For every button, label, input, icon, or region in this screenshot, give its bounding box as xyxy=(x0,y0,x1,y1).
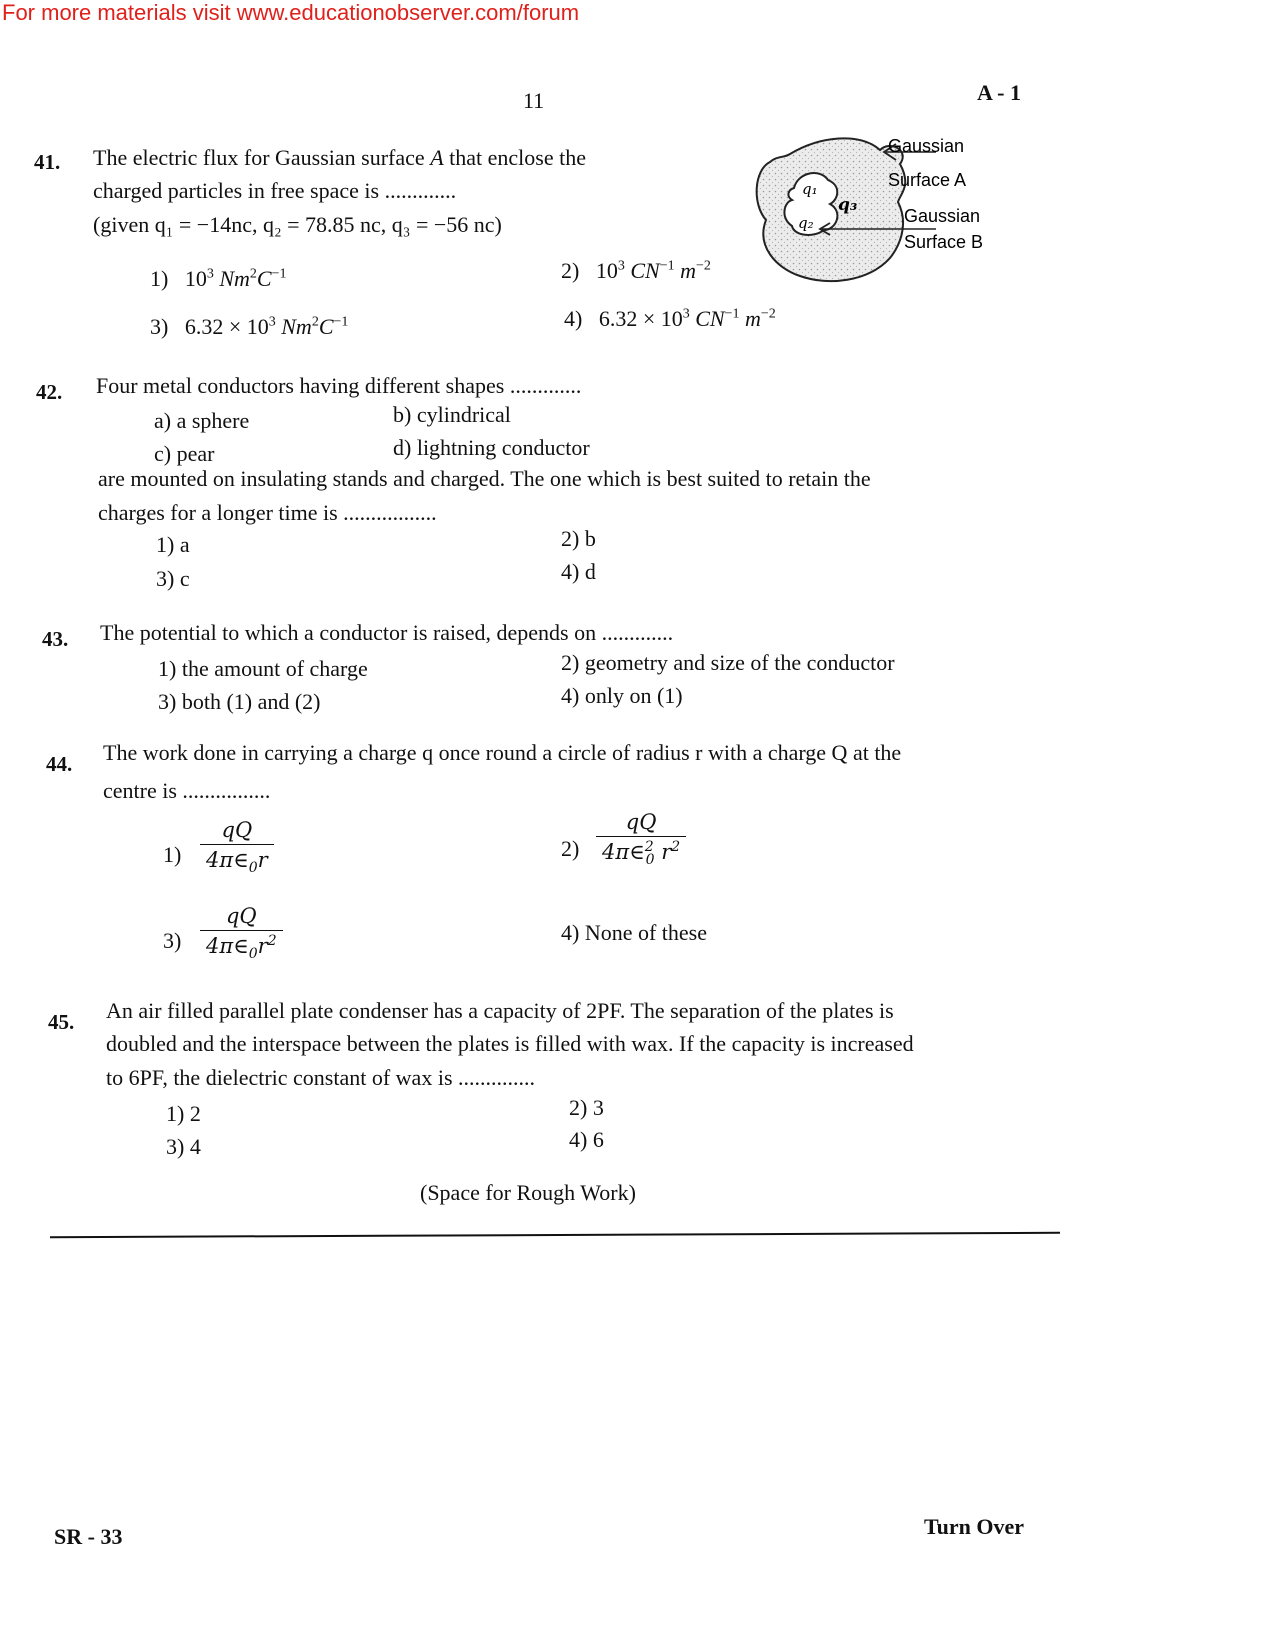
option-1[interactable]: 1) 2 xyxy=(166,1101,201,1126)
shape-d: d) lightning conductor xyxy=(393,435,590,460)
shape-c: c) pear xyxy=(154,441,215,466)
charge-q2-label: q₂ xyxy=(798,214,814,232)
option-4[interactable]: 4) 6 xyxy=(569,1127,604,1152)
label-gaussian-a-2: Surface A xyxy=(888,170,967,190)
question-number: 45. xyxy=(48,1010,75,1034)
fraction xyxy=(200,904,283,963)
gaussian-surface-diagram xyxy=(750,130,1040,290)
label-gaussian-b-2: Surface B xyxy=(904,232,984,252)
option-2[interactable]: 2) $10^3$ $CN^{-1}$ $m^{-2}$ xyxy=(561,258,711,283)
option-4[interactable]: 4) only on (1) xyxy=(561,683,683,708)
turn-over-label: Turn Over xyxy=(924,1514,1025,1539)
question-stem-line xyxy=(93,145,586,171)
given-values: (given q₁ = −14nc, q₂ = 78.85 nc, q₃ = −56 nc) xyxy=(93,212,502,237)
option-3[interactable] xyxy=(200,904,283,963)
fraction xyxy=(200,818,274,877)
question-number: 42. xyxy=(36,380,63,404)
option-1[interactable]: 1) $10^3$ $Nm^2C^{-1}$ xyxy=(150,266,287,291)
question-number: 41. xyxy=(34,150,61,174)
charge-q1-label: q₁ xyxy=(802,180,818,198)
option-4[interactable]: 4) d xyxy=(561,559,596,584)
option-4[interactable]: 4) $6.32 \times 10^3$ $CN^{-1}$ $m^{-2}$ xyxy=(564,306,776,331)
question-stem-line: charged particles in free space is ............. xyxy=(93,178,457,203)
question-number: 43. xyxy=(42,627,69,651)
stem-variable: A xyxy=(430,145,444,170)
option-2[interactable]: 2) 3 xyxy=(569,1095,604,1120)
option-3-label: 3) xyxy=(163,928,182,953)
question-stem-line: charges for a longer time is ................. xyxy=(98,500,437,525)
question-stem-line: centre is ................ xyxy=(103,778,271,803)
question-stem-line: doubled and the interspace between the plates is filled with wax. If the capacity is increased xyxy=(106,1031,914,1056)
stem-text: that enclose the xyxy=(443,145,586,170)
option-1[interactable] xyxy=(200,818,274,877)
option-label: 2) xyxy=(561,258,580,283)
footer-code: SR - 33 xyxy=(54,1524,123,1549)
option-3[interactable]: 3) 4 xyxy=(166,1134,201,1159)
option-3[interactable]: 3) $6.32 \times 10^3$ $Nm^2C^{-1}$ xyxy=(150,314,349,339)
option-1[interactable]: 1) the amount of charge xyxy=(158,656,368,681)
label-gaussian-b-1: Gaussian xyxy=(904,206,981,226)
charge-q3-label: q₃ xyxy=(838,195,858,215)
question-stem-line: The potential to which a conductor is raised, depends on ............. xyxy=(100,620,674,645)
rough-work-label: (Space for Rough Work) xyxy=(420,1180,636,1205)
fraction-numerator: qQ xyxy=(596,810,686,837)
option-2[interactable]: 2) b xyxy=(561,526,596,551)
option-label: 3) xyxy=(150,314,169,339)
question-stem-line: are mounted on insulating stands and charged. The one which is best suited to retain the xyxy=(98,466,871,491)
option-label: 1) xyxy=(150,266,169,291)
fraction-denominator: $4\pi\in_0r$ xyxy=(206,848,268,877)
option-1-label: 1) xyxy=(163,842,182,867)
option-2-label: 2) xyxy=(561,836,580,861)
rough-work-divider xyxy=(50,1232,1060,1238)
option-1[interactable]: 1) a xyxy=(156,532,190,557)
option-label: 4) xyxy=(564,306,583,331)
question-stem-line: The work done in carrying a charge q once round a circle of radius r with a charge Q at the xyxy=(103,740,902,765)
fraction-numerator: qQ xyxy=(200,818,274,845)
option-2[interactable]: 2) geometry and size of the conductor xyxy=(561,650,895,675)
option-4[interactable]: 4) None of these xyxy=(561,920,708,945)
label-gaussian-a-1: Gaussian xyxy=(888,136,965,156)
option-3[interactable]: 3) c xyxy=(156,566,190,591)
stem-text: The electric flux for Gaussian surface xyxy=(93,145,431,170)
shape-b: b) cylindrical xyxy=(393,402,511,427)
option-2[interactable] xyxy=(596,810,686,869)
paper-code: A - 1 xyxy=(977,80,1021,105)
question-stem-line: Four metal conductors having different shapes ............. xyxy=(96,373,582,398)
fraction-numerator: qQ xyxy=(200,904,283,931)
shape-a: a) a sphere xyxy=(154,408,250,433)
option-3[interactable]: 3) both (1) and (2) xyxy=(158,689,321,714)
fraction xyxy=(596,810,686,869)
fraction-denominator: 4π∈$^2_0$ $r^2$ xyxy=(602,839,681,869)
watermark-link[interactable]: For more materials visit www.educationobserver.com/forum xyxy=(2,0,580,25)
question-number: 44. xyxy=(46,752,73,776)
page-number: 11 xyxy=(523,88,545,113)
question-stem-line: to 6PF, the dielectric constant of wax is .............. xyxy=(106,1065,535,1090)
question-stem-line: An air filled parallel plate condenser has a capacity of 2PF. The separation of the plates is xyxy=(106,998,894,1023)
fraction-denominator: $4\pi\in_0r^2$ xyxy=(206,933,277,963)
